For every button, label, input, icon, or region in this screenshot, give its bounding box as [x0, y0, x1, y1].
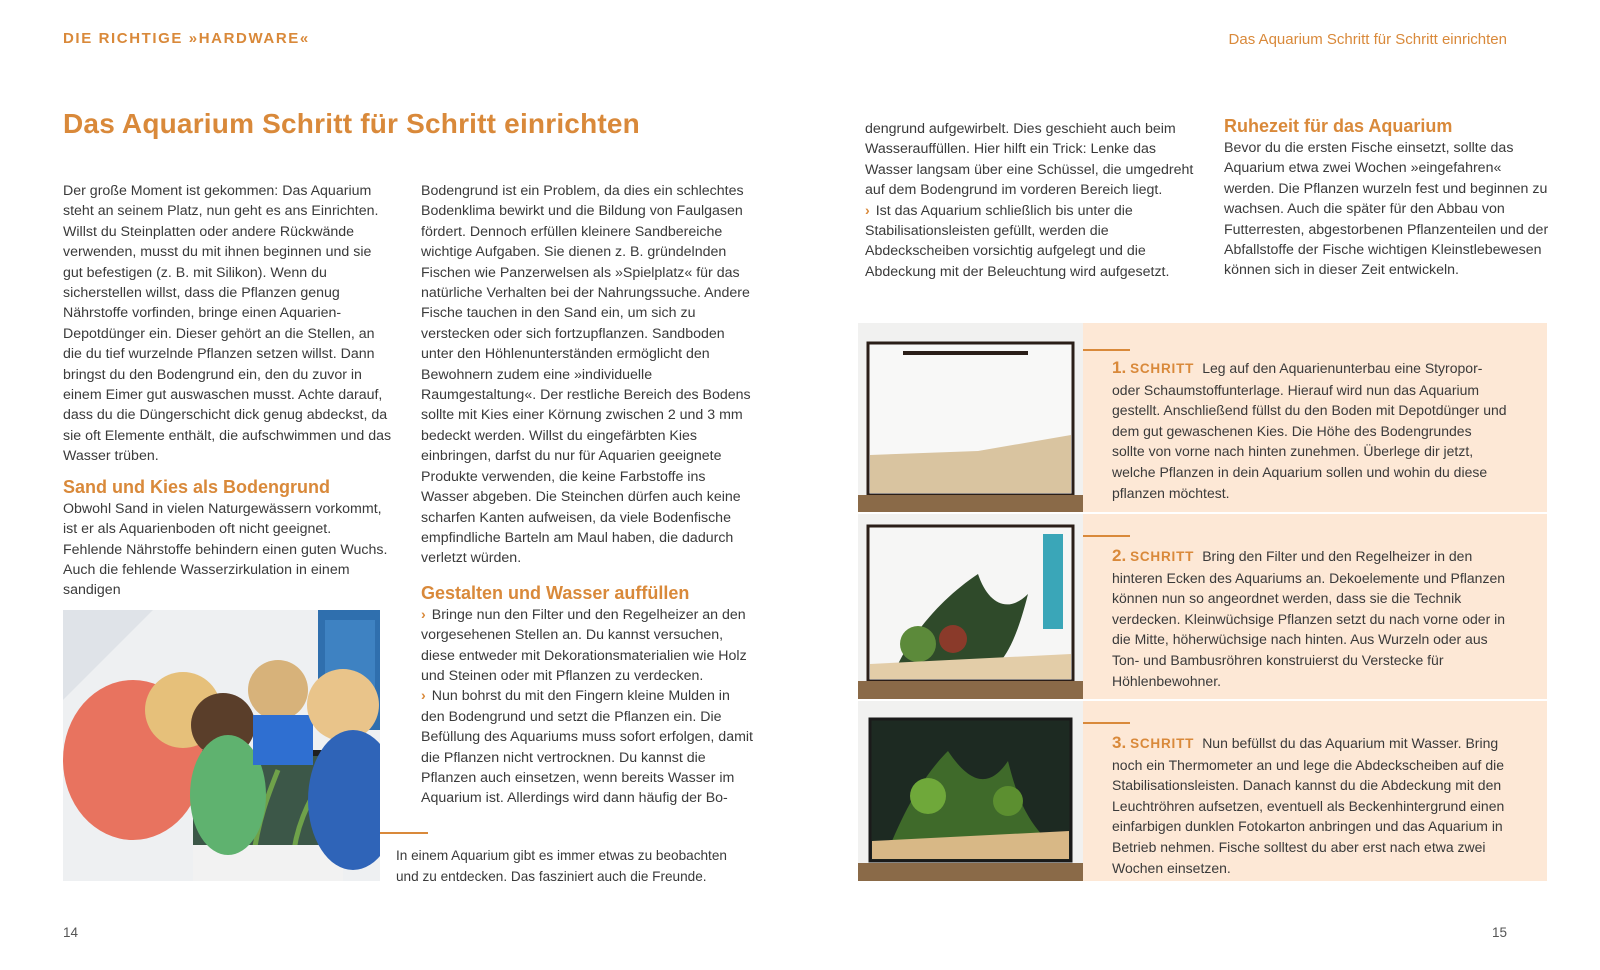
caption-rule: [380, 832, 428, 834]
column-2: [421, 181, 756, 809]
col3-paragraph: dengrund aufgewirbelt. Dies geschieht auch beim Wasserauffüllen. Hier hilft ein Trick: Lenke das Wasser langsam über eine Schüssel, die umgedreht auf dem Bodengrund im vorderen Bereich liegt.: [865, 121, 1194, 199]
photo-caption: In einem Aquarium gibt es immer etwas zu beobachten und zu entdecken. Das fasziniert auch die Freunde.: [396, 848, 727, 884]
kids-aquarium-photo: [63, 610, 380, 881]
step-2-text: Bring den Filter und den Regelheizer in den hinteren Ecken des Aquariums an. Dekoelemente und Pflanzen können nun so angeordnet werden, dass sie die Technik verdecken. Kleinwüchsige Pflanzen setzt du nach vorne oder in die Mitte, höherwüchsige nach hinten. Aus Wurzeln oder aus Ton- und Bambusröhren konstruierst du Verstecke für Höhlenbewohner.: [1112, 548, 1506, 689]
step-1-number: 1.: [1112, 358, 1127, 377]
step-3-text-block: [1112, 733, 1508, 878]
step-1-illustration: [858, 323, 1083, 512]
step-2-text-block: [1112, 546, 1508, 691]
step-3-rule: [1083, 722, 1130, 724]
subhead-ruhezeit: Ruhezeit für das Aquarium: [1224, 116, 1453, 136]
step-2-number: 2.: [1112, 546, 1127, 565]
bullet-filter: Bringe nun den Filter und den Regelheizer an den vorgesehenen Stellen an. Du kannst versuchen, diese entweder mit Dekorationsmaterialien wie Holz und Steinen oder mit Pflanzen zu verdecken.: [421, 606, 747, 684]
column-1: [63, 181, 393, 601]
step-2-photo: [858, 514, 1083, 699]
step-3-label: SCHRITT: [1130, 736, 1195, 751]
column-3: [865, 119, 1200, 282]
bullet-arrow-icon: ›: [865, 202, 870, 219]
step-3-number: 3.: [1112, 733, 1127, 752]
sand-paragraph: Obwohl Sand in vielen Naturgewässern vorkommt, ist er als Aquarienboden oft nicht geeignet. Fehlende Nährstoffe behindern einen guten Wuchs. Auch die fehlende Wasserzirkulation in einem sandigen: [63, 500, 388, 599]
bullet-arrow-icon: ›: [421, 606, 426, 623]
step-2-rule: [1083, 535, 1130, 537]
bullet-pflanzen: Nun bohrst du mit den Fingern kleine Mulden in den Bodengrund und setzt die Pflanzen ein. Die Befüllung des Aquariums muss sofort erfolgen, damit die Pflanzen nicht vertrocknen. Du kannst die Pflanzen auch einsetzen, wenn bereits Wasser im Aquarium ist. Allerdings wird dann häufig der Bo-: [421, 688, 753, 807]
bullet-abdeckung: Ist das Aquarium schließlich bis unter die Stabilisationsleisten gefüllt, werden die Abdeckscheiben vorsichtig aufgelegt und die Abdeckung mit der Beleuchtung wird aufgesetzt.: [865, 202, 1170, 280]
step-1-photo: [858, 323, 1083, 512]
step-3-text: Nun befüllst du das Aquarium mit Wasser. Bring noch ein Thermometer an und lege die Abdeckscheiben auf die Stabilisationsleisten. Danach kannst du die Abdeckung mit den Leuchtröhren aufsetzen, eventuell als Beckenhintergrund einen einfarbigen dunklen Fotokarton anbringen und das Aquarium in Betrieb nehmen. Fische solltest du aber erst nach etwa zwei Wochen einsetzen.: [1112, 735, 1505, 876]
step-1-rule: [1083, 349, 1130, 351]
step-3-illustration: [858, 701, 1083, 881]
step-1-text: Leg auf den Aquarienunterbau eine Styropor- oder Schaumstoffunterlage. Hierauf wird nun das Aquarium gestellt. Anschließend füllst du den Boden mit Depotdünger und dem gut gewaschenen Kies. Die Höhe des Bodengrundes sollte von vorne nach hinten zunehmen. Überlege dir jetzt, welche Pflanzen in dein Aquarium sollen und wohin du diese pflanzen möchtest.: [1112, 360, 1507, 501]
step-2-label: SCHRITT: [1130, 549, 1195, 564]
kids-photo-illustration: [63, 610, 380, 881]
subhead-sand: Sand und Kies als Bodengrund: [63, 476, 331, 497]
ruhezeit-paragraph: Bevor du die ersten Fische einsetzt, sollte das Aquarium etwa zwei Wochen »eingefahren« werden. Die Pflanzen wurzeln fest und beginnen zu wachsen. Auch die später für den Abbau von Futterresten, abgestorbenen Pflanzenteilen und der Abfallstoffe der Fische wichtigen Kleinstlebewesen können sich in dieser Zeit entwickeln.: [1224, 140, 1549, 279]
step-3-photo: [858, 701, 1083, 881]
running-head-left: DIE RICHTIGE »HARDWARE«: [63, 30, 310, 47]
running-head-right: Das Aquarium Schritt für Schritt einrichten: [1228, 31, 1507, 48]
subhead-gestalten: Gestalten und Wasser auffüllen: [421, 582, 690, 603]
page-number-right: 15: [1491, 925, 1507, 940]
step-2-illustration: [858, 514, 1083, 699]
page-title: Das Aquarium Schritt für Schritt einrichten: [63, 108, 640, 139]
step-1-text-block: [1112, 358, 1508, 503]
bullet-arrow-icon: ›: [421, 688, 426, 705]
page-number-left: 14: [63, 925, 79, 940]
col2-paragraph: Bodengrund ist ein Problem, da dies ein schlechtes Bodenklima bewirkt und die Bildung von Faulgasen fördert. Dennoch erfüllen kleinere Sandbereiche wichtige Aufgaben. Sie dienen z. B. gründelnden Fischen wie Panzerwelsen als »Spielplatz« für das natürliche Verhalten bei der Nahrungssuche. Andere Fische tauchen in den Sand ein, um sich zu verstecken oder sich fortzupflanzen. Sandboden unter den Höhlenunterständen ermöglicht den Bewohnern zudem eine »individuelle Raumgestaltung«. Der restliche Bereich des Bodens sollte mit Kies einer Körnung zwischen 2 und 3 mm bedeckt werden. Willst du eingefärbten Kies einbringen, darfst du nur für Aquarien geeignete Produkte verwenden, die keine Farbstoffe ins Wasser abgeben. Die Steinchen dürfen auch keine scharfen Kanten aufweisen, da viele Bodenfische empfindliche Barteln am Maul haben, die dadurch verletzt würden.: [421, 183, 751, 567]
intro-paragraph: Der große Moment ist gekommen: Das Aquarium steht an seinem Platz, nun geht es ans Einrichten. Willst du Steinplatten oder andere Rückwände verwenden, musst du mit ihnen beginnen und sie gut befestigen (z. B. mit Silikon). Wenn du sicherstellen willst, dass die Pflanzen genug Nährstoffe vorfinden, bringe einen Aquarien-Depotdünger ein. Dieser gehört an die Stellen, an die du tief wurzelnde Pflanzen setzen willst. Dann bringst du den Bodengrund ein, den du zuvor in einem Eimer gut auswaschen musst. Achte darauf, dass du die Düngerschicht dick genug abdeckst, da sie oft Elemente enthält, die aufschwimmen und das Wasser trüben.: [63, 183, 392, 465]
column-4: [1224, 114, 1554, 281]
step-1-label: SCHRITT: [1130, 361, 1195, 376]
